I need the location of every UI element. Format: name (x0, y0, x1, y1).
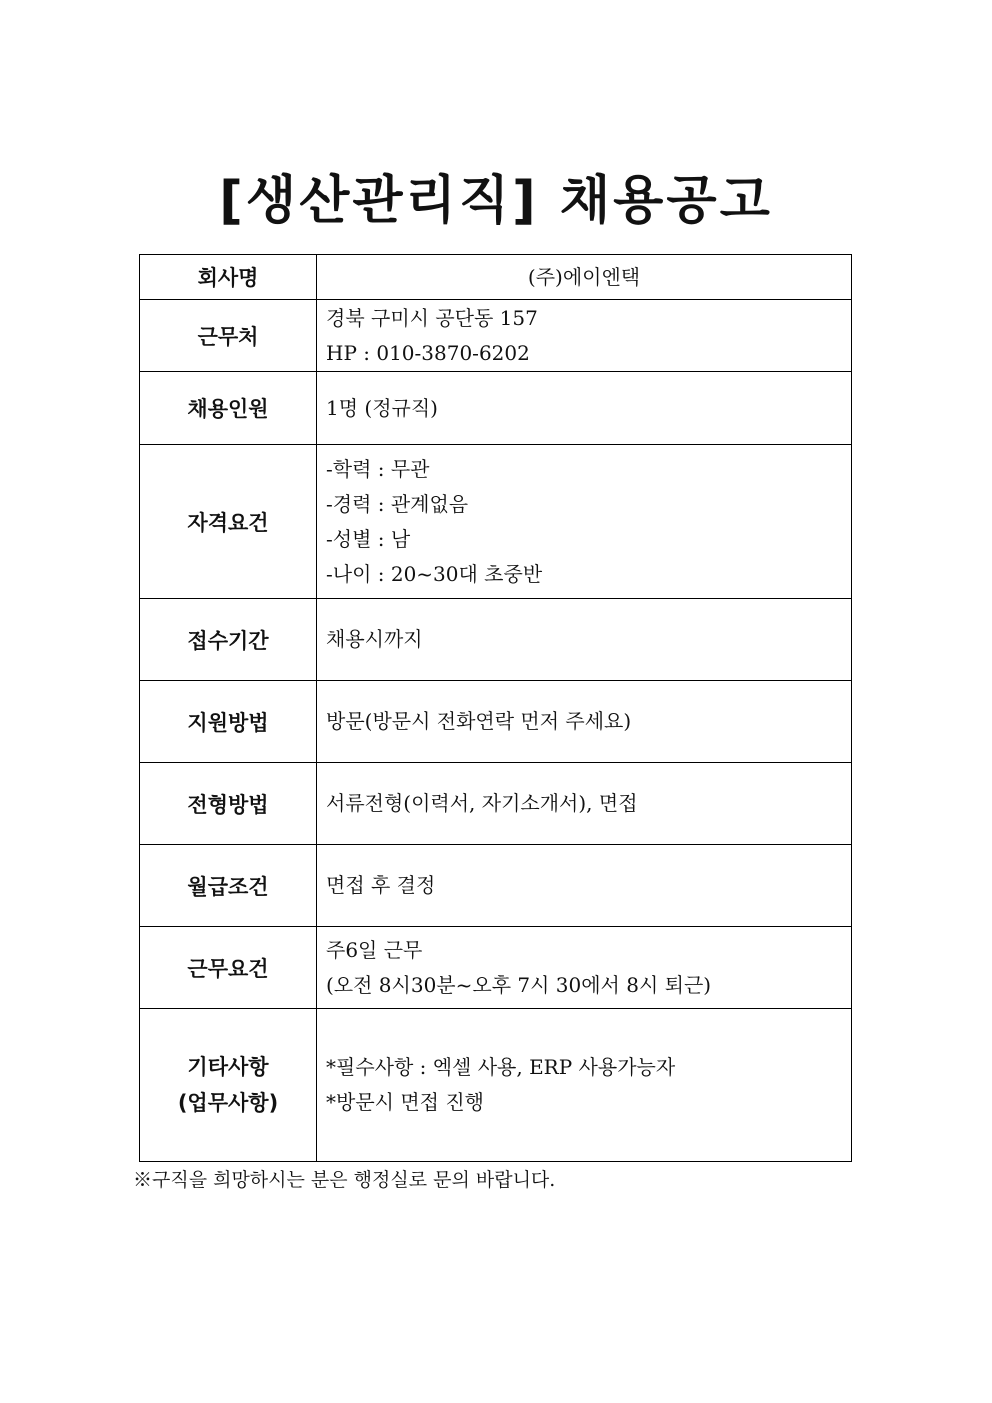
row-label: 기타사항 (업무사항) (140, 1009, 317, 1162)
table-row (140, 845, 852, 927)
footer-note: ※구직을 희망하시는 분은 행정실로 문의 바랍니다. (133, 1169, 556, 1191)
row-value: 서류전형(이력서, 자기소개서), 면접 (317, 763, 852, 845)
row-label: 월급조건 (140, 845, 317, 927)
row-label: 회사명 (140, 255, 317, 300)
table-row (140, 372, 852, 445)
table-row (140, 681, 852, 763)
row-value: -학력 : 무관 -경력 : 관계없음 -성별 : 남 -나이 : 20~30대 초중반 (317, 445, 852, 599)
row-label: 근무처 (140, 300, 317, 372)
row-value: 면접 후 결정 (317, 845, 852, 927)
table-row (140, 763, 852, 845)
row-label: 접수기간 (140, 599, 317, 681)
table-row (140, 255, 852, 300)
row-value: 경북 구미시 공단동 157 HP : 010-3870-6202 (317, 300, 852, 372)
table-row (140, 445, 852, 599)
table-row (140, 300, 852, 372)
table-row (140, 599, 852, 681)
row-value: 주6일 근무 (오전 8시30분~오후 7시 30에서 8시 퇴근) (317, 927, 852, 1009)
row-label: 지원방법 (140, 681, 317, 763)
row-value: 방문(방문시 전화연락 먼저 주세요) (317, 681, 852, 763)
table-row (140, 1009, 852, 1162)
row-label: 채용인원 (140, 372, 317, 445)
table-row (140, 927, 852, 1009)
row-value: *필수사항 : 엑셀 사용, ERP 사용가능자 *방문시 면접 진행 (317, 1009, 852, 1162)
row-label: 근무요건 (140, 927, 317, 1009)
job-posting-table (139, 254, 852, 1162)
row-value: (주)에이엔택 (317, 255, 852, 300)
row-label: 전형방법 (140, 763, 317, 845)
page-title: [생산관리직] 채용공고 (219, 171, 773, 231)
row-value: 채용시까지 (317, 599, 852, 681)
row-label: 자격요건 (140, 445, 317, 599)
row-value: 1명 (정규직) (317, 372, 852, 445)
